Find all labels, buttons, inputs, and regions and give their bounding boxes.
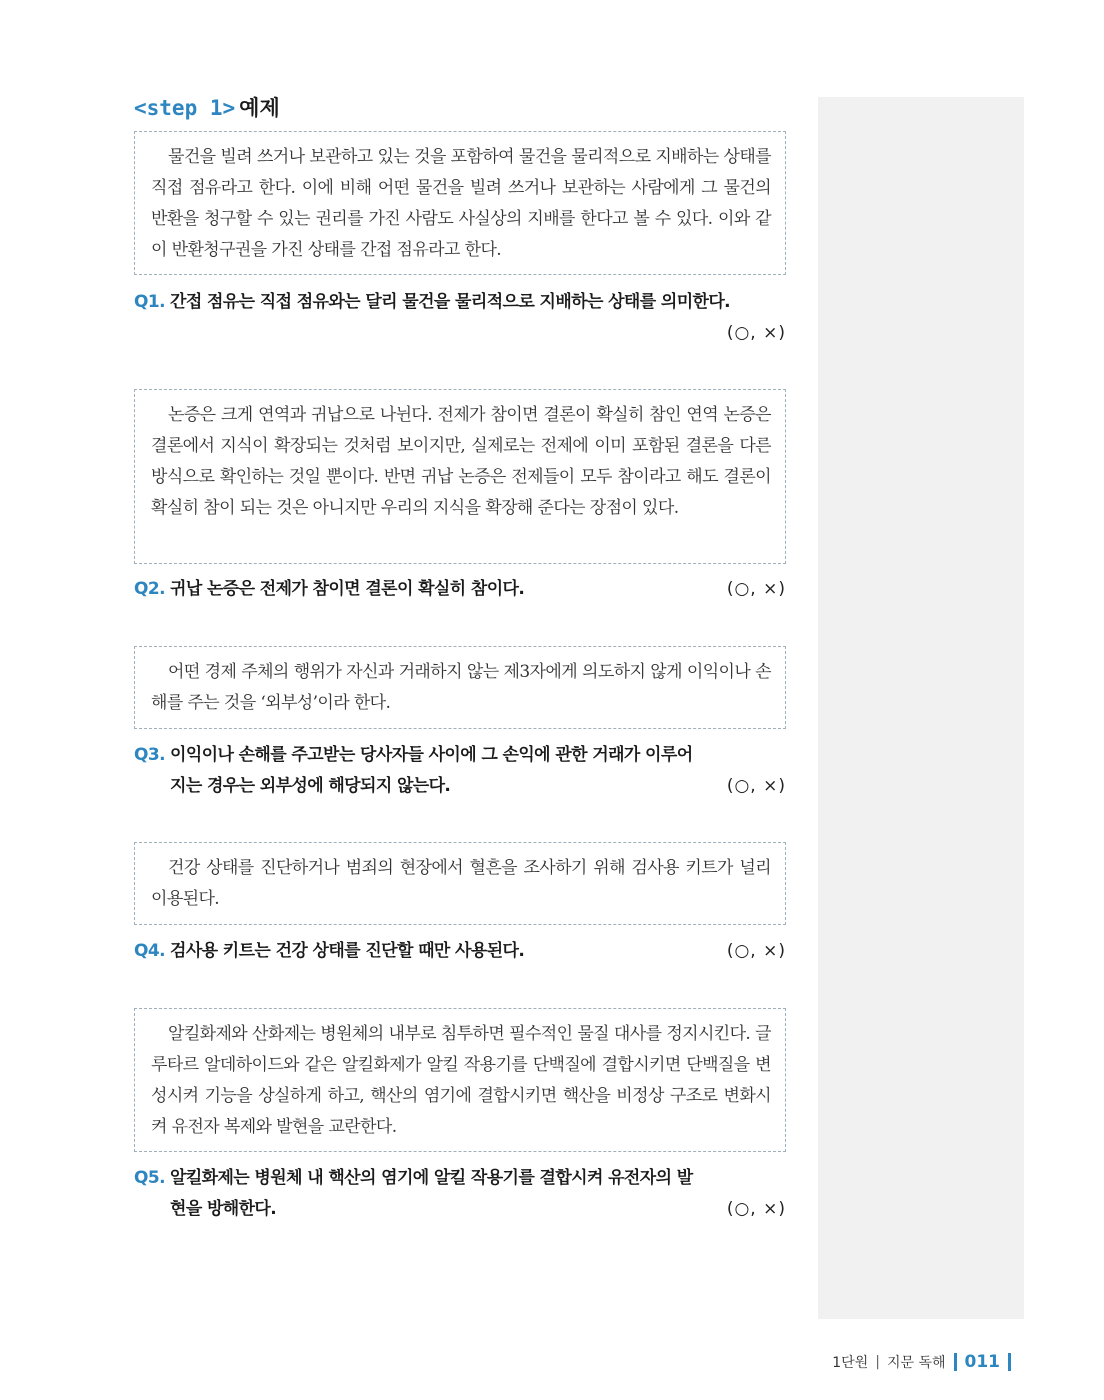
passage-text: 논증은 크게 연역과 귀납으로 나뉜다. 전제가 참이면 결론이 확실히 참인 연역 논증은 결론에서 지식이 확장되는 것처럼 보이지만, 실제로는 전제에 이미 포함된 결론을 다른 방식으로 확인하는 것일 뿐이다. 반면 귀납 논증은 전제들이 모두 참이라고 해도 결론이 확실히 참이 되는 것은 아니지만 우리의 지식을 확장해 준다는 장점이 있다.: [151, 405, 771, 518]
passage-box: [134, 389, 786, 564]
footer-bar: [954, 1353, 957, 1371]
passage-box: [134, 1008, 786, 1152]
passage-text: 건강 상태를 진단하거나 범죄의 현장에서 혈흔을 조사하기 위해 검사용 키트가 널리 이용된다.: [151, 858, 771, 909]
passage-box: [134, 842, 786, 925]
question-text: 이익이나 손해를 주고받는 당사자들 사이에 그 손익에 관한 거래가 이루어지는 경우는 외부성에 해당되지 않는다.: [170, 745, 693, 796]
question-item: [134, 1163, 786, 1225]
question-text: 간접 점유는 직접 점유와는 달리 물건을 물리적으로 지배하는 상태를 의미한다.: [170, 292, 731, 312]
question-number: Q1.: [134, 292, 165, 312]
ox-choice: (○, ×): [726, 776, 786, 796]
step-heading: [134, 92, 280, 122]
question-number: Q5.: [134, 1168, 165, 1188]
question-text: 검사용 키트는 건강 상태를 진단할 때만 사용된다.: [170, 941, 525, 961]
footer-unit: 1단원: [832, 1355, 869, 1371]
passage-text: 어떤 경제 주체의 행위가 자신과 거래하지 않는 제3자에게 의도하지 않게 이익이나 손해를 주는 것을 ‘외부성’이라 한다.: [151, 662, 771, 713]
step-tag: <step 1>: [134, 96, 236, 120]
ox-choice: (○, ×): [726, 941, 786, 961]
question-item: [134, 287, 786, 343]
ox-choice: (○, ×): [726, 323, 786, 343]
passage-box: [134, 646, 786, 729]
ox-choice: (○, ×): [726, 1199, 786, 1219]
page-footer: [832, 1351, 1019, 1373]
question-item: [134, 574, 786, 605]
footer-bar: [1008, 1353, 1011, 1371]
question-text: 귀납 논증은 전제가 참이면 결론이 확실히 참이다.: [170, 579, 525, 599]
footer-separator: |: [875, 1354, 880, 1370]
passage-text: 알킬화제와 산화제는 병원체의 내부로 침투하면 필수적인 물질 대사를 정지시킨다. 글루타르 알데하이드와 같은 알킬화제가 알킬 작용기를 단백질에 결합시키면 단백질을 변성시켜 기능을 상실하게 하고, 핵산의 염기에 결합시키면 핵산을 비정상 구조로 변화시켜 유전자 복제와 발현을 교란한다.: [151, 1024, 771, 1137]
page-number: 011: [964, 1352, 1000, 1372]
ox-choice: (○, ×): [726, 579, 786, 599]
passage-text: 물건을 빌려 쓰거나 보관하고 있는 것을 포함하여 물건을 물리적으로 지배하는 상태를 직접 점유라고 한다. 이에 비해 어떤 물건을 빌려 쓰거나 보관하는 사람에게 그 물건의 반환을 청구할 수 있는 권리를 가진 사람도 사실상의 지배를 한다고 볼 수 있다. 이와 같이 반환청구권을 가진 상태를 간접 점유라고 한다.: [151, 147, 771, 260]
question-text: 알킬화제는 병원체 내 핵산의 염기에 알킬 작용기를 결합시켜 유전자의 발현을 방해한다.: [170, 1168, 693, 1219]
question-number: Q2.: [134, 579, 165, 599]
side-note-panel: [818, 97, 1024, 1319]
question-item: [134, 740, 786, 802]
question-item: [134, 936, 786, 967]
footer-section: 지문 독해: [886, 1355, 946, 1371]
question-number: Q3.: [134, 745, 165, 765]
step-title: 예제: [239, 96, 280, 120]
question-number: Q4.: [134, 941, 165, 961]
passage-box: [134, 131, 786, 275]
